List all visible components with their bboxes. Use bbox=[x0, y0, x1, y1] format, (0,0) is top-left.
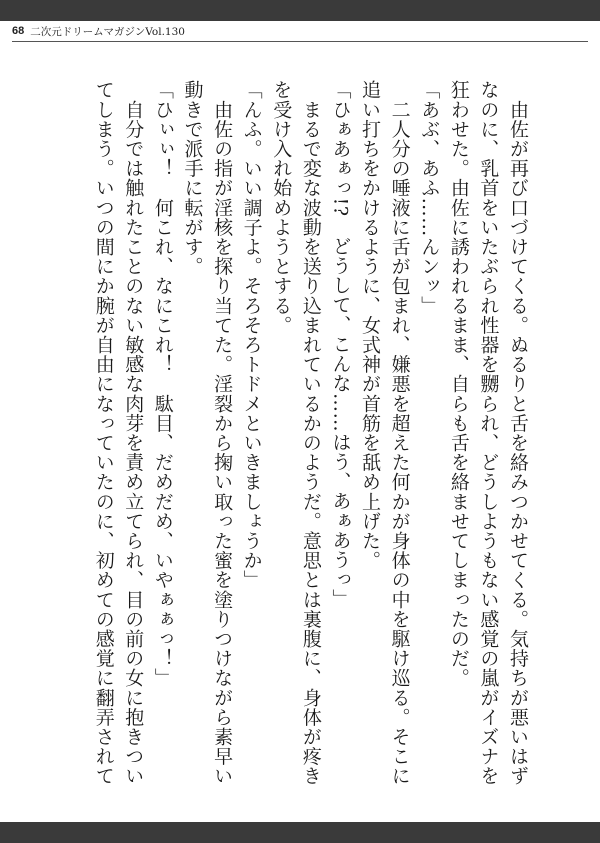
text-line: 二人分の唾液に舌が包まれ、嫌悪を超えた何かが身体の中を駆け巡る。そこに bbox=[388, 80, 411, 786]
running-title: 二次元ドリームマガジンVol.130 bbox=[30, 25, 185, 38]
body-text bbox=[88, 80, 532, 786]
header-rule bbox=[12, 41, 588, 42]
text-line: 動きで派手に転がす。 bbox=[181, 80, 204, 276]
top-bar bbox=[0, 0, 600, 21]
text-line: 「んふ。いい調子よ。そろそろトドメといきましょうか」 bbox=[240, 80, 263, 590]
bottom-bar bbox=[0, 822, 600, 843]
text-line: てしまう。いつの間にか腕が自由になっていたのに、初めての感覚に翻弄されて bbox=[92, 80, 115, 786]
text-line: なのに、乳首をいたぶられ性器を嬲られ、どうしようもない感覚の嵐がイズナを bbox=[477, 80, 500, 786]
text-line: を受け入れ始めようとする。 bbox=[270, 80, 293, 335]
text-line: 由佐の指が淫核を探り当てた。淫裂から掬い取った蜜を塗りつけながら素早い bbox=[211, 80, 234, 786]
text-line: 狂わせた。由佐に誘われるまま、自らも舌を絡ませてしまったのだ。 bbox=[447, 80, 470, 688]
page-header bbox=[12, 23, 185, 39]
text-line: 追い打ちをかけるように、女式神が首筋を舐め上げた。 bbox=[359, 80, 382, 570]
text-line: 「ひぁあぁっ!? どうして、こんな……はう、あぁあうっ」 bbox=[329, 80, 352, 609]
page-number: 68 bbox=[12, 25, 25, 37]
text-line: まるで変な波動を送り込まれているかのようだ。意思とは裏腹に、身体が疼き bbox=[299, 80, 322, 786]
text-line: 「あぶ、あふ……んンッ」 bbox=[418, 80, 441, 316]
text-line: 自分では触れたことのない敏感な肉芽を責め立てられ、目の前の女に抱きつい bbox=[122, 80, 145, 786]
text-line: 由佐が再び口づけてくる。ぬるりと舌を絡みつかせてくる。気持ちが悪いはず bbox=[507, 80, 529, 786]
text-line: 「ひぃぃ！ 何これ、なにこれ！ 駄目、だめだめ、いやぁぁっ！」 bbox=[151, 80, 174, 688]
